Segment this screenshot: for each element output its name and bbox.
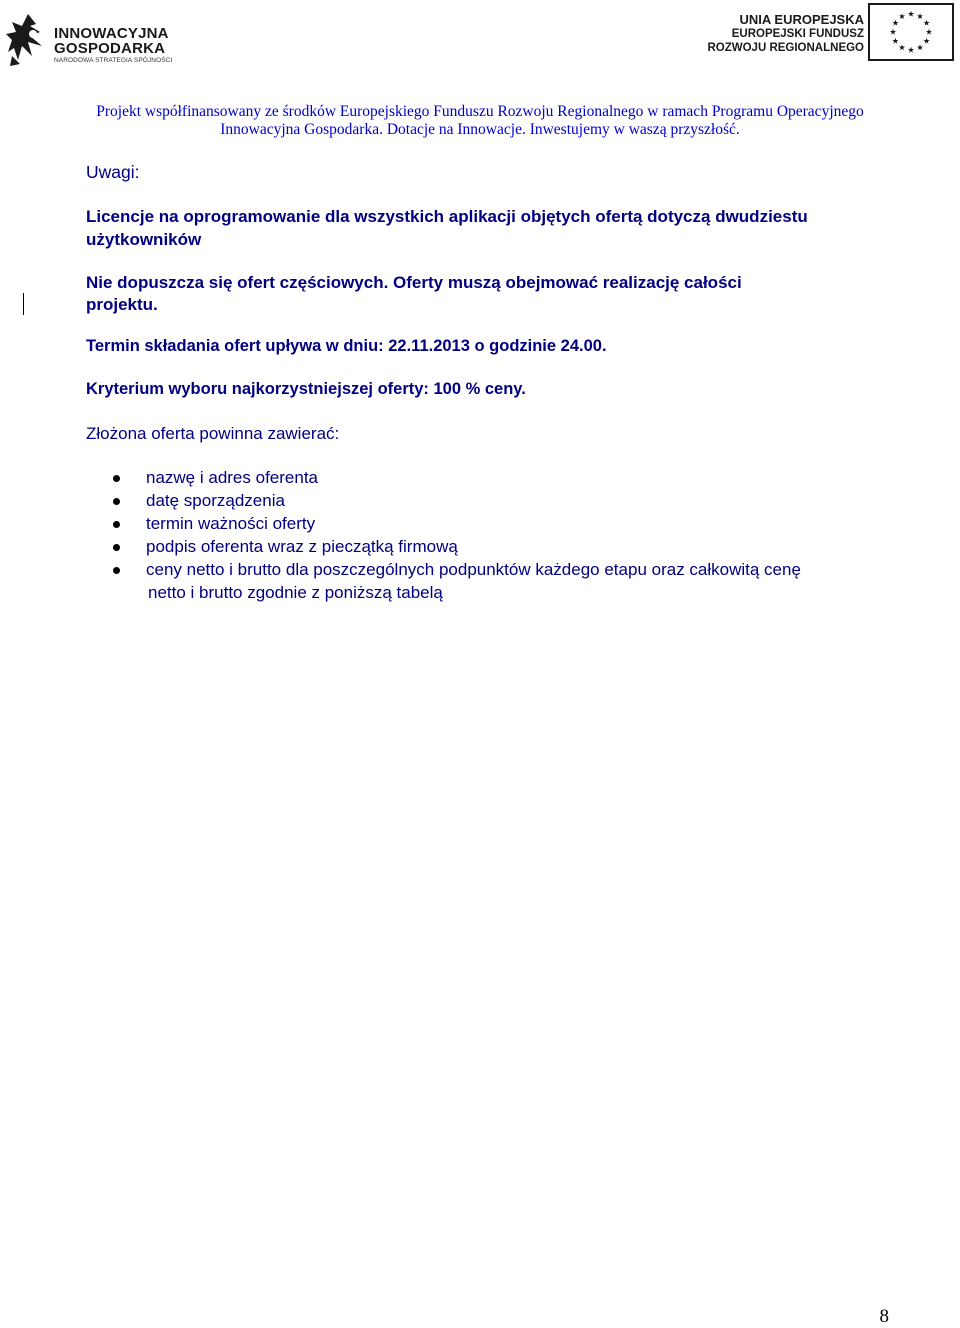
list-item-text: ceny netto i brutto dla poszczególnych podpunktów każdego etapu oraz całkowitą cenę — [146, 560, 801, 579]
project-funding-line-2: Innowacyjna Gospodarka. Dotacje na Innowacje. Inwestujemy w waszą przyszłość. — [220, 121, 740, 138]
list-item-text-continuation: netto i brutto zgodnie z poniższą tabelą — [148, 583, 443, 602]
revision-change-bar — [23, 293, 24, 315]
left-logo-line3: NARODOWA STRATEGIA SPÓJNOŚCI — [54, 57, 173, 64]
licence-note-line2: użytkowników — [86, 230, 202, 249]
right-logo-line3: ROZWOJU REGIONALNEGO — [707, 42, 864, 54]
list-item-text: nazwę i adres oferenta — [146, 468, 318, 487]
left-logo-line2: GOSPODARKA — [54, 40, 166, 57]
offer-contents-heading: Złożona oferta powinna zawierać: — [86, 424, 340, 443]
list-item-text: termin ważności oferty — [146, 514, 316, 533]
partial-offers-note-line1: Nie dopuszcza się ofert częściowych. Oferty muszą obejmować realizację całości — [86, 273, 742, 292]
list-item — [0, 467, 960, 490]
project-funding-line-1: Projekt współfinansowany ze środków Europejskiego Funduszu Rozwoju Regionalnego w ramach Programu Operacyjnego — [96, 103, 864, 120]
right-logo-line2: EUROPEJSKI FUNDUSZ — [731, 28, 864, 40]
bullet-icon — [113, 567, 120, 574]
innowacyjna-gospodarka-emblem-icon — [6, 12, 50, 68]
bullet-icon — [113, 498, 120, 505]
list-item — [0, 513, 960, 536]
remarks-title: Uwagi: — [86, 162, 140, 182]
list-item — [0, 536, 960, 559]
list-item — [0, 559, 960, 582]
partial-offers-note-line2: projektu. — [86, 295, 158, 314]
eu-logo — [707, 3, 954, 63]
bullet-icon — [113, 475, 120, 482]
page-number: 8 — [879, 1306, 889, 1327]
bullet-icon — [113, 544, 120, 551]
innowacyjna-gospodarka-logo — [6, 12, 196, 72]
bullet-icon — [113, 521, 120, 528]
list-item — [0, 490, 960, 513]
left-logo-line1: INNOWACYJNA — [54, 25, 169, 42]
submission-deadline: Termin składania ofert upływa w dniu: 22.11.2013 o godzinie 24.00. — [86, 337, 607, 355]
licence-note-line1: Licencje na oprogramowanie dla wszystkich aplikacji objętych ofertą dotyczą dwudziestu — [86, 207, 808, 226]
right-logo-line1: UNIA EUROPEJSKA — [739, 12, 864, 27]
selection-criterion: Kryterium wyboru najkorzystniejszej oferty: 100 % ceny. — [86, 380, 526, 398]
list-item-text: datę sporządzenia — [146, 491, 285, 510]
list-item-text: podpis oferenta wraz z pieczątką firmową — [146, 537, 458, 556]
eu-flag-icon — [868, 3, 954, 61]
